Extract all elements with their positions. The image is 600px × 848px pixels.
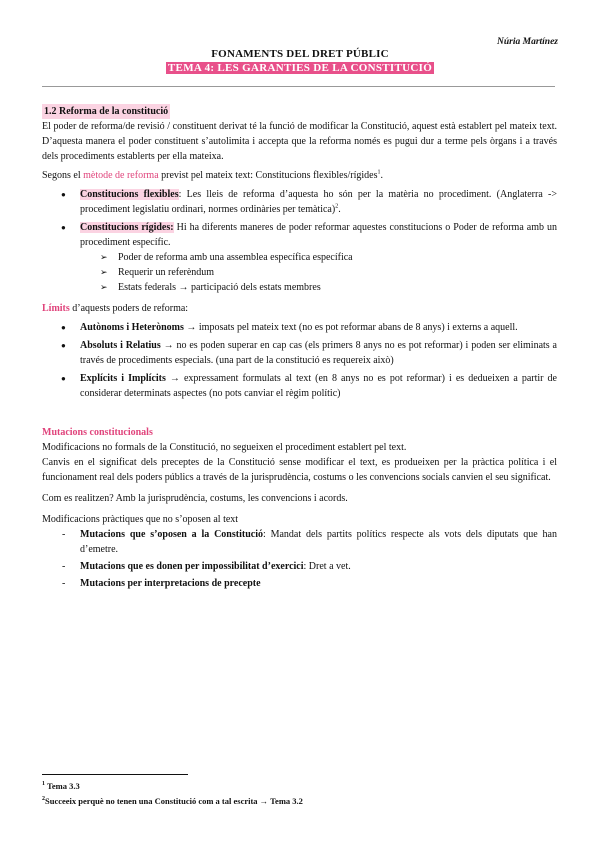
topic-title — [0, 62, 600, 74]
list-item: ➢ Requerir un referèndum — [42, 265, 557, 280]
course-title: FONAMENTS DEL DRET PÚBLIC — [211, 48, 389, 60]
author-name: Núria Martínez — [497, 37, 558, 47]
metode-reforma-term: mètode de reforma — [83, 170, 159, 181]
reforma-intro: El poder de reforma/de revisió / constituent derivat té la funció de modificar la Constitució, aquest està establert pel mateix text. D’aquesta manera el poder constituent s’autolimita i accepta que la reforma només es pugui dur a terme pels òrgans i a través dels procediments establerts per ella mateixa. — [42, 121, 557, 162]
list-item: - Mutacions que es donen per impossibilitat d’exercici: Dret a vet. — [42, 559, 557, 574]
reform-methods-list — [42, 250, 557, 295]
mutacions-list — [42, 527, 557, 591]
footnote-ref-2: 2 — [335, 203, 339, 210]
footnote-divider — [42, 774, 188, 775]
list-item: ➢ Poder de reforma amb una assemblea específica específica — [42, 250, 557, 265]
list-item: ● Explícits i Implícits → expressament formulats al text (en 8 anys no es pot reformar) i es dedueixen a partir de considerar determinats aspectes (no pots canviar el règim polític) — [42, 371, 557, 401]
header-divider — [42, 86, 555, 87]
section-heading-reforma: 1.2 Reforma de la constitució — [44, 106, 169, 117]
footnote-2: $^2$Succeeix perquè no tenen una Constitució com a tal escrita → Tema 3.2 — [42, 796, 303, 806]
constitution-types-list — [42, 187, 557, 250]
mutacions-p3: Com es realitzen? Amb la jurisprudència, costums, les convencions i acords. — [42, 493, 348, 504]
segons-paragraph: Segons el mètode de reforma previst pel mateix text: Constitucions flexibles/rígides$^1$. — [42, 169, 383, 181]
list-item: ● Autònoms i Heterònoms → imposats pel mateix text (no es pot reformar abans de 8 anys) i externs a aquell. — [42, 320, 557, 335]
list-item: ➢ Estats federals → participació dels estats membres — [42, 280, 557, 295]
limits-paragraph: Límits d’aquests poders de reforma: — [42, 303, 189, 314]
list-item: - Mutacions que s’oposen a la Constitució: Mandat dels partits polítics respecte als vots dels diputats que han d’emetre. — [42, 527, 557, 557]
footnote-1: $^1$ Tema 3.3 — [42, 781, 80, 791]
mutacions-p2: Canvis en el significat dels preceptes de la Constitució sense modificar el text, es produeixen per la pràctica política i el funcionament real dels poders públics a través de la jurisprudència, costums o les convencions socials canvien el seu significat. — [42, 457, 557, 483]
main-content — [42, 104, 557, 593]
mutacions-p1: Modificacions no formals de la Constitució, no segueixen el procediment establert pel text. — [42, 442, 407, 453]
list-item: - Mutacions per interpretacions de precepte — [42, 576, 557, 591]
section-heading-mutacions: Mutacions constitucionals — [42, 427, 153, 438]
topic-title-text: TEMA 4: LES GARANTIES DE LA CONSTITUCIÓ — [167, 62, 433, 74]
list-item: ● Constitucions flexibles: Les lleis de reforma d’aquesta ho són per la matèria no procediment. (Anglaterra -> procediment legislatiu ordinari, normes ordinàries per temàtica)$^2$. — [42, 187, 557, 217]
list-item: ● Constitucions rígides: Hi ha diferents maneres de poder reformar aquestes constitucions o Poder de reforma amb un procediment específic. — [42, 220, 557, 250]
footnote-ref-1: 1 — [377, 169, 381, 176]
limits-list — [42, 320, 557, 401]
limits-term: Límits — [42, 303, 70, 314]
list-item: ● Absoluts i Relatius → no es poden superar en cap cas (els primers 8 anys no es pot reformar) i poden ser eliminats a través de procediments especials. (una part de la constitució es requereix això) — [42, 338, 557, 368]
mutacions-p4: Modificacions pràctiques que no s’oposen al text — [42, 514, 239, 525]
